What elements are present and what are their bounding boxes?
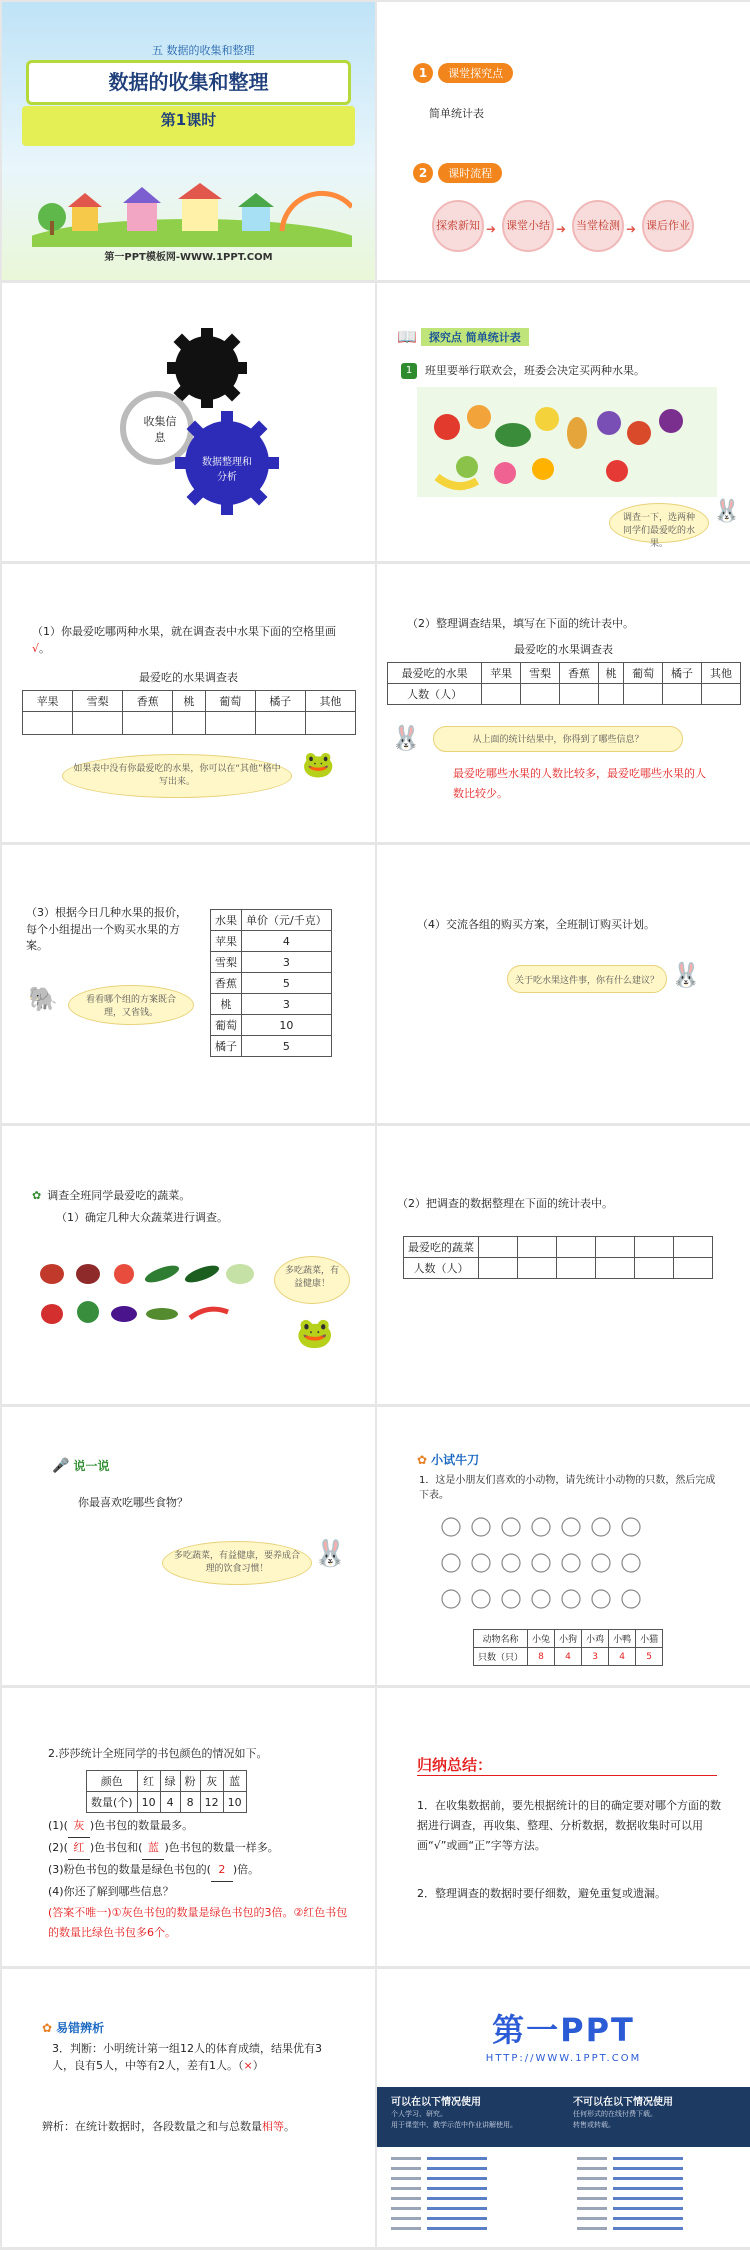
- section-header: [417, 1451, 479, 1468]
- title-panel: [26, 60, 351, 105]
- summary-point-1: 1．在收集数据前，要先根据统计的目的确定要对哪个方面的数据进行调查，再收集、整理、分析数据，数据收集时可以用画“√”或画“正”字等方法。: [417, 1799, 721, 1852]
- forbidden-list: [573, 2109, 657, 2131]
- table-row: [388, 684, 741, 705]
- summary-header: [417, 1754, 717, 1776]
- flow-step-1: 探索新知: [432, 200, 484, 252]
- question-text: 2.莎莎统计全班同学的书包颜色的情况如下。: [48, 1747, 268, 1760]
- microphone-icon: 🎤: [52, 1457, 70, 1474]
- badge-1-number: 1: [413, 63, 433, 83]
- speech-bubble: 多吃蔬菜，有益健康！: [274, 1256, 350, 1304]
- slide-veg-table: [377, 1126, 750, 1404]
- table-header-cell: 蓝: [223, 1771, 246, 1792]
- table-cell: 4: [160, 1792, 180, 1813]
- lesson-label: 第1课时: [160, 111, 217, 129]
- brand-url[interactable]: HTTP://WWW.1PPT.COM: [485, 2053, 642, 2064]
- slide-price: [2, 845, 375, 1123]
- flower-icon: ✿: [417, 1452, 428, 1467]
- slide-practice: [377, 1407, 750, 1685]
- flower-icon: ✿: [42, 2020, 53, 2035]
- allowed-item: 个人学习、研究。: [391, 2110, 447, 2118]
- table-row: [474, 1630, 663, 1648]
- table-row: [211, 1015, 332, 1036]
- slide-organize: [377, 564, 750, 842]
- bag-table: [86, 1770, 247, 1813]
- question-text: （2）把调查的数据整理在下面的统计表中。: [397, 1197, 613, 1210]
- gears-illustration: [112, 323, 292, 523]
- section-label: 易错辨析: [56, 2021, 105, 2035]
- table-row: [211, 973, 332, 994]
- cover-title: 数据的收集和整理: [108, 70, 269, 94]
- fruit-price: 4: [242, 931, 332, 952]
- fruit-name: 桃: [211, 994, 242, 1015]
- arrow-icon: ➜: [486, 222, 497, 236]
- question-text: （3）根据今日几种水果的报价，每个小组提出一个购买水果的方案。: [26, 906, 187, 952]
- stats-table: [387, 662, 741, 705]
- problem-number: 1: [401, 363, 417, 379]
- usage-panel: [377, 2087, 750, 2147]
- analysis-text: 辨析：在统计数据时，各段数量之和与总数量相等。: [42, 2120, 295, 2133]
- table-header-cell: 雪梨: [73, 691, 123, 712]
- brand-logo: 第一PPT: [492, 2011, 635, 2049]
- table-row: [474, 1648, 663, 1666]
- badge-2: [413, 162, 502, 183]
- fill-answer: 红: [68, 1838, 90, 1860]
- arrow-icon: ➜: [556, 222, 567, 236]
- slide-inquiry: [377, 283, 750, 561]
- speech-bubble: 从上面的统计结果中，你得到了哪些信息？: [433, 726, 683, 752]
- cross-mark: ×: [243, 2058, 253, 2072]
- vegetables-illustration: [32, 1256, 262, 1336]
- table-cell: 5: [636, 1648, 663, 1666]
- table-header-cell: 雪梨: [521, 663, 560, 684]
- badge-2-label: 课时流程: [438, 163, 502, 183]
- fill-answer: 2: [211, 1860, 233, 1882]
- survey-table: [22, 690, 356, 735]
- answer-explanation: (答案不唯一)①灰色书包的数量是绿色书包的3倍。②红色书包的数量比绿色书包多6个。: [48, 1905, 348, 1940]
- fruit-price: 3: [242, 994, 332, 1015]
- rabbit-icon: 🐰: [391, 724, 421, 752]
- table-cell: 8: [180, 1792, 200, 1813]
- forbidden-title: 不可以在以下情况使用: [573, 2097, 673, 2108]
- table-header-cell: 橘子: [255, 691, 305, 712]
- animals-illustration: [437, 1511, 667, 1621]
- row-label: 人数（人）: [388, 684, 482, 705]
- summary-point-2: 2．整理调查的数据时要仔细数，避免重复或遗漏。: [417, 1887, 666, 1900]
- table-row: [87, 1792, 247, 1813]
- section-header: [52, 1457, 109, 1474]
- row-label: 只数（只）: [474, 1648, 528, 1666]
- chapter-label: 五 数据的收集和整理: [152, 44, 255, 57]
- answer-line-1: (1)( 灰 )色书包的数量最多。: [48, 1816, 358, 1838]
- question-body: （1）你最爱吃哪两种水果，就在调查表中水果下面的空格里画: [32, 625, 336, 638]
- table-header-cell: 最爱吃的水果: [388, 663, 482, 684]
- table-title: 最爱吃的水果调查表: [139, 671, 238, 684]
- table-header-cell: 桃: [173, 691, 205, 712]
- forbidden-item: 转售或转载。: [573, 2121, 615, 2130]
- rabbit-icon: 🐰: [671, 961, 701, 989]
- answer-line-2: (2)( 红 )色书包和( 蓝 )色书包的数量一样多。: [48, 1838, 358, 1860]
- fruit-price: 3: [242, 952, 332, 973]
- row-label: 人数（人）: [404, 1258, 479, 1279]
- fruit-name: 橘子: [211, 1036, 242, 1057]
- gear-label-analyze: 数据整理和分析: [202, 457, 252, 483]
- fruit-name: 苹果: [211, 931, 242, 952]
- slide-ending: [377, 1969, 750, 2247]
- problem-line: [32, 1188, 190, 1205]
- flow-step-3: 当堂检测: [572, 200, 624, 252]
- badge-1-label: 课堂探究点: [438, 63, 513, 83]
- table-row: [211, 952, 332, 973]
- section-header: [42, 2019, 104, 2036]
- table-header-cell: 绿: [160, 1771, 180, 1792]
- problem-text: 班里要举行联欢会，班委会决定买两种水果。: [425, 364, 645, 377]
- table-row: [211, 931, 332, 952]
- analysis-highlight: 相等: [262, 2120, 284, 2133]
- question-text: 1．这是小朋友们喜欢的小动物，请先统计小动物的只数，然后完成下表。: [419, 1475, 716, 1501]
- table-header-cell: 小猫: [636, 1630, 663, 1648]
- problem-text: 调查全班同学最爱吃的蔬菜。: [47, 1189, 191, 1202]
- table-cell: 10: [137, 1792, 160, 1813]
- leaf-icon: ✿: [32, 1189, 42, 1202]
- check-mark: √: [32, 641, 40, 655]
- table-header-cell: 其他: [702, 663, 741, 684]
- outline-item: 简单统计表: [429, 107, 484, 120]
- fruit-name: 香蕉: [211, 973, 242, 994]
- question-text: 你最喜欢吃哪些食物？: [78, 1496, 188, 1509]
- table-cell: 3: [582, 1648, 609, 1666]
- slide-survey: [2, 564, 375, 842]
- fruit-price: 10: [242, 1015, 332, 1036]
- row-label: 最爱吃的蔬菜: [404, 1237, 479, 1258]
- fruit-name: 雪梨: [211, 952, 242, 973]
- row-label: 数量(个): [87, 1792, 138, 1813]
- badge-1: [413, 62, 513, 83]
- answer-line-3: (3)粉色书包的数量是绿色书包的( 2 )倍。: [48, 1860, 358, 1882]
- table-row: [388, 663, 741, 684]
- fruit-price: 5: [242, 973, 332, 994]
- slide-outline: [377, 2, 750, 280]
- village-illustration: [32, 177, 352, 247]
- fruit-price: 5: [242, 1036, 332, 1057]
- table-cell: 4: [555, 1648, 582, 1666]
- animal-table: [473, 1629, 663, 1666]
- question-text: 3．判断：小明统计第一组12人的体育成绩，结果优有3人，良有5人，中等有2人，差有1人。（×）: [52, 2042, 322, 2072]
- question-text: [32, 624, 352, 657]
- rabbit-icon: 🐰: [713, 499, 741, 524]
- table-header-cell: 苹果: [23, 691, 73, 712]
- speech-bubble: 关于吃水果这件事，你有什么建议？: [507, 965, 667, 993]
- section-label: 小试牛刀: [431, 1453, 480, 1467]
- table-title: 最爱吃的水果调查表: [514, 643, 613, 656]
- badge-2-number: 2: [413, 163, 433, 183]
- cover-footer: 第一PPT模板网-WWW.1PPT.COM: [104, 252, 273, 263]
- frog-icon: 🐸: [296, 1316, 334, 1351]
- table-header-cell: 橘子: [663, 663, 702, 684]
- table-header-cell: 苹果: [482, 663, 521, 684]
- table-row: [23, 712, 356, 735]
- question-text: （4）交流各组的购买方案，全班制订购买计划。: [417, 918, 655, 931]
- table-cell: 12: [200, 1792, 223, 1813]
- link-list: [391, 2155, 736, 2237]
- sub-question: （1）确定几种大众蔬菜进行调查。: [56, 1211, 228, 1224]
- table-header-cell: 葡萄: [205, 691, 255, 712]
- table-header-cell: 香蕉: [123, 691, 173, 712]
- answers-block: [48, 1816, 358, 1944]
- slide-bags: [2, 1688, 375, 1966]
- speech-bubble: 看看哪个组的方案既合理，又省钱。: [68, 985, 194, 1025]
- slide-mistake: [2, 1969, 375, 2247]
- fruit-name: 葡萄: [211, 1015, 242, 1036]
- vegetable-table: [403, 1236, 713, 1279]
- fill-answer: 蓝: [142, 1838, 164, 1860]
- section-label: 探究点 简单统计表: [421, 328, 529, 346]
- lesson-band: [22, 106, 355, 146]
- table-row: [87, 1771, 247, 1792]
- table-cell: 8: [528, 1648, 555, 1666]
- table-header-cell: 小兔: [528, 1630, 555, 1648]
- allowed-title: 可以在以下情况使用: [391, 2097, 481, 2108]
- forbidden-item: 任何形式的在线付费下载。: [573, 2110, 657, 2118]
- speech-bubble: 如果表中没有你最爱吃的水果，你可以在“其他”格中写出来。: [62, 754, 292, 798]
- table-cell: 10: [223, 1792, 246, 1813]
- table-header-cell: 葡萄: [624, 663, 663, 684]
- table-row: [211, 910, 332, 931]
- slide-cover: [2, 2, 375, 280]
- answer-text: 最爱吃哪些水果的人数比较多，最爱吃哪些水果的人数比较少。: [453, 767, 706, 800]
- question-text: （2）整理调查结果，填写在下面的统计表中。: [407, 617, 634, 630]
- table-header-cell: 香蕉: [560, 663, 599, 684]
- slide-talk: [2, 1407, 375, 1685]
- table-header-cell: 动物名称: [474, 1630, 528, 1648]
- table-header-cell: 粉: [180, 1771, 200, 1792]
- book-icon: 📖: [397, 327, 417, 346]
- table-header-cell: 单价（元/千克）: [242, 910, 332, 931]
- elephant-icon: 🐘: [28, 985, 58, 1013]
- section-label: 说一说: [73, 1459, 110, 1473]
- table-header-cell: 水果: [211, 910, 242, 931]
- rabbit-icon: 🐰: [314, 1539, 347, 1569]
- answer-line-4: (4)你还了解到哪些信息？: [48, 1884, 174, 1898]
- gear-label-collect: 收集信息: [143, 415, 177, 444]
- table-row: [404, 1258, 713, 1279]
- allowed-list: [391, 2109, 517, 2131]
- table-header-cell: 桃: [599, 663, 624, 684]
- table-row: [211, 1036, 332, 1057]
- flow-step-2: 课堂小结: [502, 200, 554, 252]
- table-row: [404, 1237, 713, 1258]
- slide-plan: [377, 845, 750, 1123]
- slide-gears: [2, 283, 375, 561]
- table-row: [23, 691, 356, 712]
- fill-answer: 灰: [68, 1816, 90, 1838]
- table-cell: 4: [609, 1648, 636, 1666]
- table-header-cell: 颜色: [87, 1771, 138, 1792]
- slide-summary: [377, 1688, 750, 1966]
- speech-bubble: 多吃蔬菜，有益健康，要养成合理的饮食习惯！: [162, 1541, 312, 1585]
- price-table: [210, 909, 332, 1057]
- table-header-cell: 灰: [200, 1771, 223, 1792]
- problem-line: [401, 363, 645, 380]
- table-row: [211, 994, 332, 1015]
- table-header-cell: 红: [137, 1771, 160, 1792]
- fruit-illustration: [417, 387, 717, 497]
- slide-vegetables: [2, 1126, 375, 1404]
- frog-icon: 🐸: [302, 750, 335, 780]
- table-header-cell: 其他: [305, 691, 355, 712]
- allowed-item: 用于课堂中、教学示范中作业讲解使用。: [391, 2121, 517, 2130]
- question-end: 。: [39, 641, 51, 655]
- table-header-cell: 小狗: [555, 1630, 582, 1648]
- speech-bubble: 调查一下，选两种同学们最爱吃的水果。: [609, 503, 709, 543]
- summary-title: 归纳总结：: [417, 1756, 493, 1774]
- table-header-cell: 小鸡: [582, 1630, 609, 1648]
- arrow-icon: ➜: [626, 222, 637, 236]
- flow-step-4: 课后作业: [642, 200, 694, 252]
- table-header-cell: 小鸭: [609, 1630, 636, 1648]
- section-header: [397, 327, 529, 346]
